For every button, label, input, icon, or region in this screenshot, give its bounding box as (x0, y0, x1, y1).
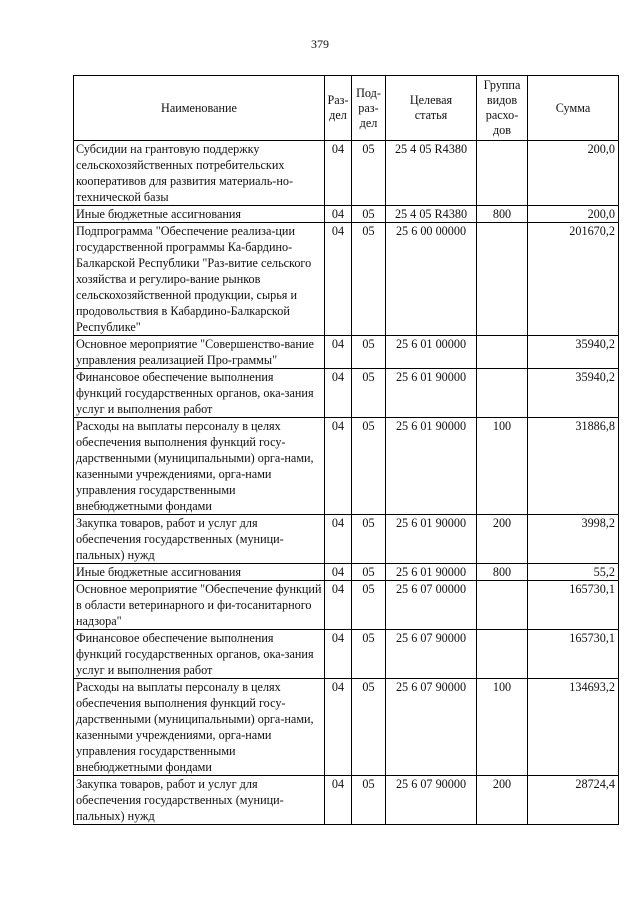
cell-sum: 201670,2 (528, 223, 619, 336)
cell-section: 04 (325, 336, 352, 369)
header-article: Целевая статья (386, 76, 477, 141)
cell-name: Расходы на выплаты персоналу в целях обеспечения выполнения функций госу-дарственными (муниципальными) орга-нами, казенными учреждениями, орга-нами управления государственными внебюджетными фондами (74, 679, 325, 776)
cell-name: Финансовое обеспечение выполнения функций государственных органов, ока-зания услуг и выполнения работ (74, 369, 325, 418)
cell-subsection: 05 (352, 564, 386, 581)
cell-subsection: 05 (352, 679, 386, 776)
cell-group: 200 (477, 515, 528, 564)
cell-article: 25 6 01 00000 (386, 336, 477, 369)
cell-sum: 165730,1 (528, 630, 619, 679)
cell-subsection: 05 (352, 369, 386, 418)
cell-group (477, 223, 528, 336)
table-row (74, 223, 619, 336)
cell-sum: 55,2 (528, 564, 619, 581)
table-body (74, 141, 619, 825)
cell-subsection: 05 (352, 141, 386, 206)
cell-subsection: 05 (352, 581, 386, 630)
table-row (74, 515, 619, 564)
cell-subsection: 05 (352, 776, 386, 825)
cell-sum: 3998,2 (528, 515, 619, 564)
cell-sum: 165730,1 (528, 581, 619, 630)
budget-table (73, 75, 619, 825)
table-row (74, 679, 619, 776)
header-section: Раз- дел (325, 76, 352, 141)
cell-subsection: 05 (352, 336, 386, 369)
table-row (74, 630, 619, 679)
cell-sum: 31886,8 (528, 418, 619, 515)
cell-name: Иные бюджетные ассигнования (74, 564, 325, 581)
table-row (74, 369, 619, 418)
table-row (74, 141, 619, 206)
table-row (74, 581, 619, 630)
cell-sum: 134693,2 (528, 679, 619, 776)
cell-group (477, 369, 528, 418)
cell-group (477, 141, 528, 206)
table-row (74, 336, 619, 369)
cell-article: 25 4 05 R4380 (386, 141, 477, 206)
cell-name: Закупка товаров, работ и услуг для обеспечения государственных (муници-пальных) нужд (74, 776, 325, 825)
cell-section: 04 (325, 581, 352, 630)
cell-section: 04 (325, 776, 352, 825)
cell-article: 25 6 07 90000 (386, 630, 477, 679)
cell-sum: 35940,2 (528, 336, 619, 369)
header-subsection: Под- раз- дел (352, 76, 386, 141)
cell-article: 25 6 00 00000 (386, 223, 477, 336)
cell-sum: 200,0 (528, 206, 619, 223)
cell-article: 25 6 07 90000 (386, 776, 477, 825)
cell-section: 04 (325, 141, 352, 206)
cell-subsection: 05 (352, 630, 386, 679)
cell-section: 04 (325, 564, 352, 581)
header-group: Группа видов расхо- дов (477, 76, 528, 141)
page-number: 379 (311, 37, 329, 51)
cell-article: 25 6 07 90000 (386, 679, 477, 776)
cell-section: 04 (325, 515, 352, 564)
cell-article: 25 6 07 00000 (386, 581, 477, 630)
cell-name: Закупка товаров, работ и услуг для обеспечения государственных (муници-пальных) нужд (74, 515, 325, 564)
cell-subsection: 05 (352, 418, 386, 515)
cell-sum: 200,0 (528, 141, 619, 206)
cell-section: 04 (325, 630, 352, 679)
cell-name: Финансовое обеспечение выполнения функций государственных органов, ока-зания услуг и выполнения работ (74, 630, 325, 679)
cell-group (477, 630, 528, 679)
table-row (74, 776, 619, 825)
cell-name: Основное мероприятие "Обеспечение функций в области ветеринарного и фи-тосанитарного надзора" (74, 581, 325, 630)
cell-name: Подпрограмма "Обеспечение реализа-ции государственной программы Ка-бардино-Балкарской Республики "Раз-витие сельского хозяйства и регулиро-вание рынков сельскохозяйственной продукции, сырья и продовольствия в Кабардино-Балкарской Республике" (74, 223, 325, 336)
cell-article: 25 6 01 90000 (386, 515, 477, 564)
cell-section: 04 (325, 223, 352, 336)
cell-sum: 35940,2 (528, 369, 619, 418)
cell-group: 800 (477, 206, 528, 223)
cell-section: 04 (325, 679, 352, 776)
cell-group: 800 (477, 564, 528, 581)
cell-name: Иные бюджетные ассигнования (74, 206, 325, 223)
header-sum: Сумма (528, 76, 619, 141)
cell-group: 200 (477, 776, 528, 825)
cell-name: Расходы на выплаты персоналу в целях обеспечения выполнения функций госу-дарственными (муниципальными) орга-нами, казенными учреждениями, орга-нами управления государственными внебюджетными фондами (74, 418, 325, 515)
cell-group (477, 581, 528, 630)
cell-section: 04 (325, 418, 352, 515)
cell-article: 25 4 05 R4380 (386, 206, 477, 223)
cell-name: Субсидии на грантовую поддержку сельскохозяйственных потребительских кооперативов для развития материаль-но-технической базы (74, 141, 325, 206)
table-row (74, 564, 619, 581)
cell-subsection: 05 (352, 206, 386, 223)
cell-section: 04 (325, 369, 352, 418)
table-header-row (74, 76, 619, 141)
cell-group: 100 (477, 679, 528, 776)
cell-article: 25 6 01 90000 (386, 418, 477, 515)
table-row (74, 418, 619, 515)
cell-subsection: 05 (352, 223, 386, 336)
cell-article: 25 6 01 90000 (386, 369, 477, 418)
table-row (74, 206, 619, 223)
cell-subsection: 05 (352, 515, 386, 564)
header-name: Наименование (74, 76, 325, 141)
cell-sum: 28724,4 (528, 776, 619, 825)
cell-name: Основное мероприятие "Совершенство-вание управления реализацией Про-граммы" (74, 336, 325, 369)
cell-section: 04 (325, 206, 352, 223)
cell-article: 25 6 01 90000 (386, 564, 477, 581)
cell-group: 100 (477, 418, 528, 515)
cell-group (477, 336, 528, 369)
